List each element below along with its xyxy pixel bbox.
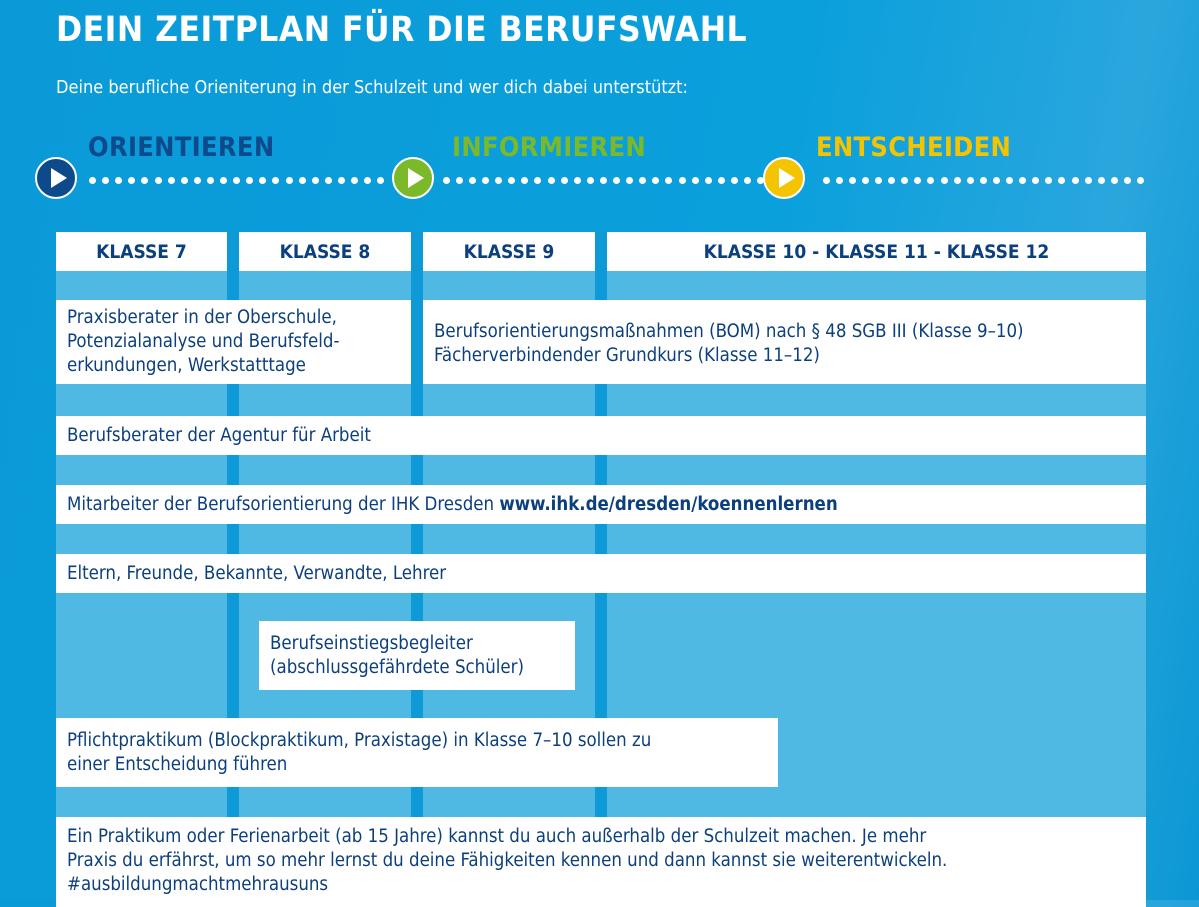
text-line: erkundungen, Werkstatttage: [67, 355, 306, 376]
timeline-dot: [312, 177, 319, 184]
play-icon: [763, 157, 805, 199]
timeline-dot: [652, 177, 659, 184]
header-klasse-9: KLASSE 9: [423, 232, 595, 271]
play-icon: [392, 157, 434, 199]
timeline-dot: [377, 177, 384, 184]
timeline-dot: [1085, 177, 1092, 184]
timeline-dot: [299, 177, 306, 184]
timeline-dot: [508, 177, 515, 184]
text-line: Berufsorientierungsmaßnahmen (BOM) nach § 48 SGB III (Klasse 9–10): [434, 321, 1024, 342]
timeline-dot: [338, 177, 345, 184]
phase-orientieren: ORIENTIEREN: [88, 132, 275, 163]
text-line: Praxisberater in der Oberschule,: [67, 307, 337, 328]
phase-entscheiden: ENTSCHEIDEN: [816, 132, 1012, 163]
timeline-dot: [692, 177, 699, 184]
pflichtpraktikum-box: [56, 718, 778, 787]
timeline-dot: [521, 177, 528, 184]
timeline-dot: [286, 177, 293, 184]
hashtag: #ausbildungmachtmehrausuns: [67, 874, 329, 895]
text-line: Mitarbeiter der Berufsorientierung der IHK Dresden: [67, 493, 495, 515]
timeline-dot: [744, 177, 751, 184]
eltern-box: [56, 554, 1146, 593]
timeline-dot: [941, 177, 948, 184]
timeline-dot: [626, 177, 633, 184]
timeline-dot: [587, 177, 594, 184]
text-line: Pflichtpraktikum (Blockpraktikum, Praxistage) in Klasse 7–10 sollen zu: [67, 729, 652, 751]
text-line: Eltern, Freunde, Bekannte, Verwandte, Lehrer: [67, 562, 447, 584]
timeline-dot: [980, 177, 987, 184]
timeline-dot: [141, 177, 148, 184]
praxisberater-box: [56, 300, 411, 384]
timeline-dot: [639, 177, 646, 184]
timeline-dot: [1058, 177, 1065, 184]
text-line: einer Entscheidung führen: [67, 753, 288, 775]
text-line: (abschlussgefährdete Schüler): [270, 656, 524, 678]
timeline-dot: [862, 177, 869, 184]
timeline-dot: [888, 177, 895, 184]
timeline-dot: [914, 177, 921, 184]
timeline-dot: [823, 177, 830, 184]
berufsberater-box: [56, 416, 1146, 455]
timeline-dot: [534, 177, 541, 184]
timeline-dot: [1006, 177, 1013, 184]
timeline-dot: [469, 177, 476, 184]
timeline-dot: [259, 177, 266, 184]
ihk-link[interactable]: www.ihk.de/dresden/koennenlernen: [499, 493, 838, 515]
timeline-dot: [128, 177, 135, 184]
page-title: DEIN ZEITPLAN FÜR DIE BERUFSWAHL: [56, 10, 748, 50]
timeline-dot: [325, 177, 332, 184]
begleiter-box: [259, 621, 575, 690]
ihk-box: [56, 485, 1146, 524]
timeline-dot: [849, 177, 856, 184]
header-klasse-7: KLASSE 7: [56, 232, 227, 271]
timeline-dot: [901, 177, 908, 184]
text-line: Praxis du erfährst, um so mehr lernst du deine Fähigkeiten kennen und dann kannst sie weiterentwickeln.: [67, 850, 948, 871]
text-line: Fächerverbindender Grundkurs (Klasse 11–12): [434, 345, 820, 366]
text-line: Berufseinstiegsbegleiter: [270, 632, 473, 654]
ferienarbeit-box: [56, 817, 1146, 907]
timeline-dot: [1111, 177, 1118, 184]
timeline-dot: [482, 177, 489, 184]
timeline-dot: [836, 177, 843, 184]
timeline-dot: [993, 177, 1000, 184]
timeline-dot: [364, 177, 371, 184]
timeline-dot: [220, 177, 227, 184]
timeline-dot: [679, 177, 686, 184]
timeline-dot: [600, 177, 607, 184]
text-line: Ein Praktikum oder Ferienarbeit (ab 15 Jahre) kannst du auch außerhalb der Schulzeit machen. Je mehr: [67, 826, 927, 847]
phase-informieren: INFORMIEREN: [452, 132, 647, 163]
timeline-dot: [1019, 177, 1026, 184]
timeline-dot: [1072, 177, 1079, 184]
timeline-dot: [168, 177, 175, 184]
timeline-dot: [954, 177, 961, 184]
play-icon: [35, 157, 77, 199]
page-subtitle: Deine berufliche Orieniterung in der Schulzeit und wer dich dabei unterstützt:: [56, 77, 688, 98]
text-line: Potenzialanalyse und Berufsfeld-: [67, 331, 340, 352]
timeline-dot: [194, 177, 201, 184]
timeline-dot: [1137, 177, 1144, 184]
timeline-dot: [875, 177, 882, 184]
timeline-dot: [443, 177, 450, 184]
header-klasse-10-12: KLASSE 10 - KLASSE 11 - KLASSE 12: [607, 232, 1146, 271]
timeline-dot: [548, 177, 555, 184]
timeline-dot: [233, 177, 240, 184]
timeline-dot: [1098, 177, 1105, 184]
timeline-dot: [665, 177, 672, 184]
timeline-dot: [102, 177, 109, 184]
timeline-dot: [272, 177, 279, 184]
timeline-dot: [574, 177, 581, 184]
timeline-dot: [246, 177, 253, 184]
timeline-dot: [456, 177, 463, 184]
timeline-dot: [705, 177, 712, 184]
text-line: Berufsberater der Agentur für Arbeit: [67, 424, 371, 446]
timeline-dot: [967, 177, 974, 184]
timeline-dot: [181, 177, 188, 184]
timeline-dot: [731, 177, 738, 184]
timeline-dot: [1045, 177, 1052, 184]
timeline-dot: [1032, 177, 1039, 184]
timeline-dot: [155, 177, 162, 184]
timeline-dot: [561, 177, 568, 184]
timeline-dot: [115, 177, 122, 184]
timeline-dot: [613, 177, 620, 184]
timeline-dot: [927, 177, 934, 184]
timeline-dot: [89, 177, 96, 184]
header-klasse-8: KLASSE 8: [239, 232, 411, 271]
timeline-dot: [1124, 177, 1131, 184]
timeline-dot: [207, 177, 214, 184]
bom-box: [423, 300, 1146, 384]
timeline-dot: [718, 177, 725, 184]
timeline-dot: [351, 177, 358, 184]
timeline-dot: [495, 177, 502, 184]
